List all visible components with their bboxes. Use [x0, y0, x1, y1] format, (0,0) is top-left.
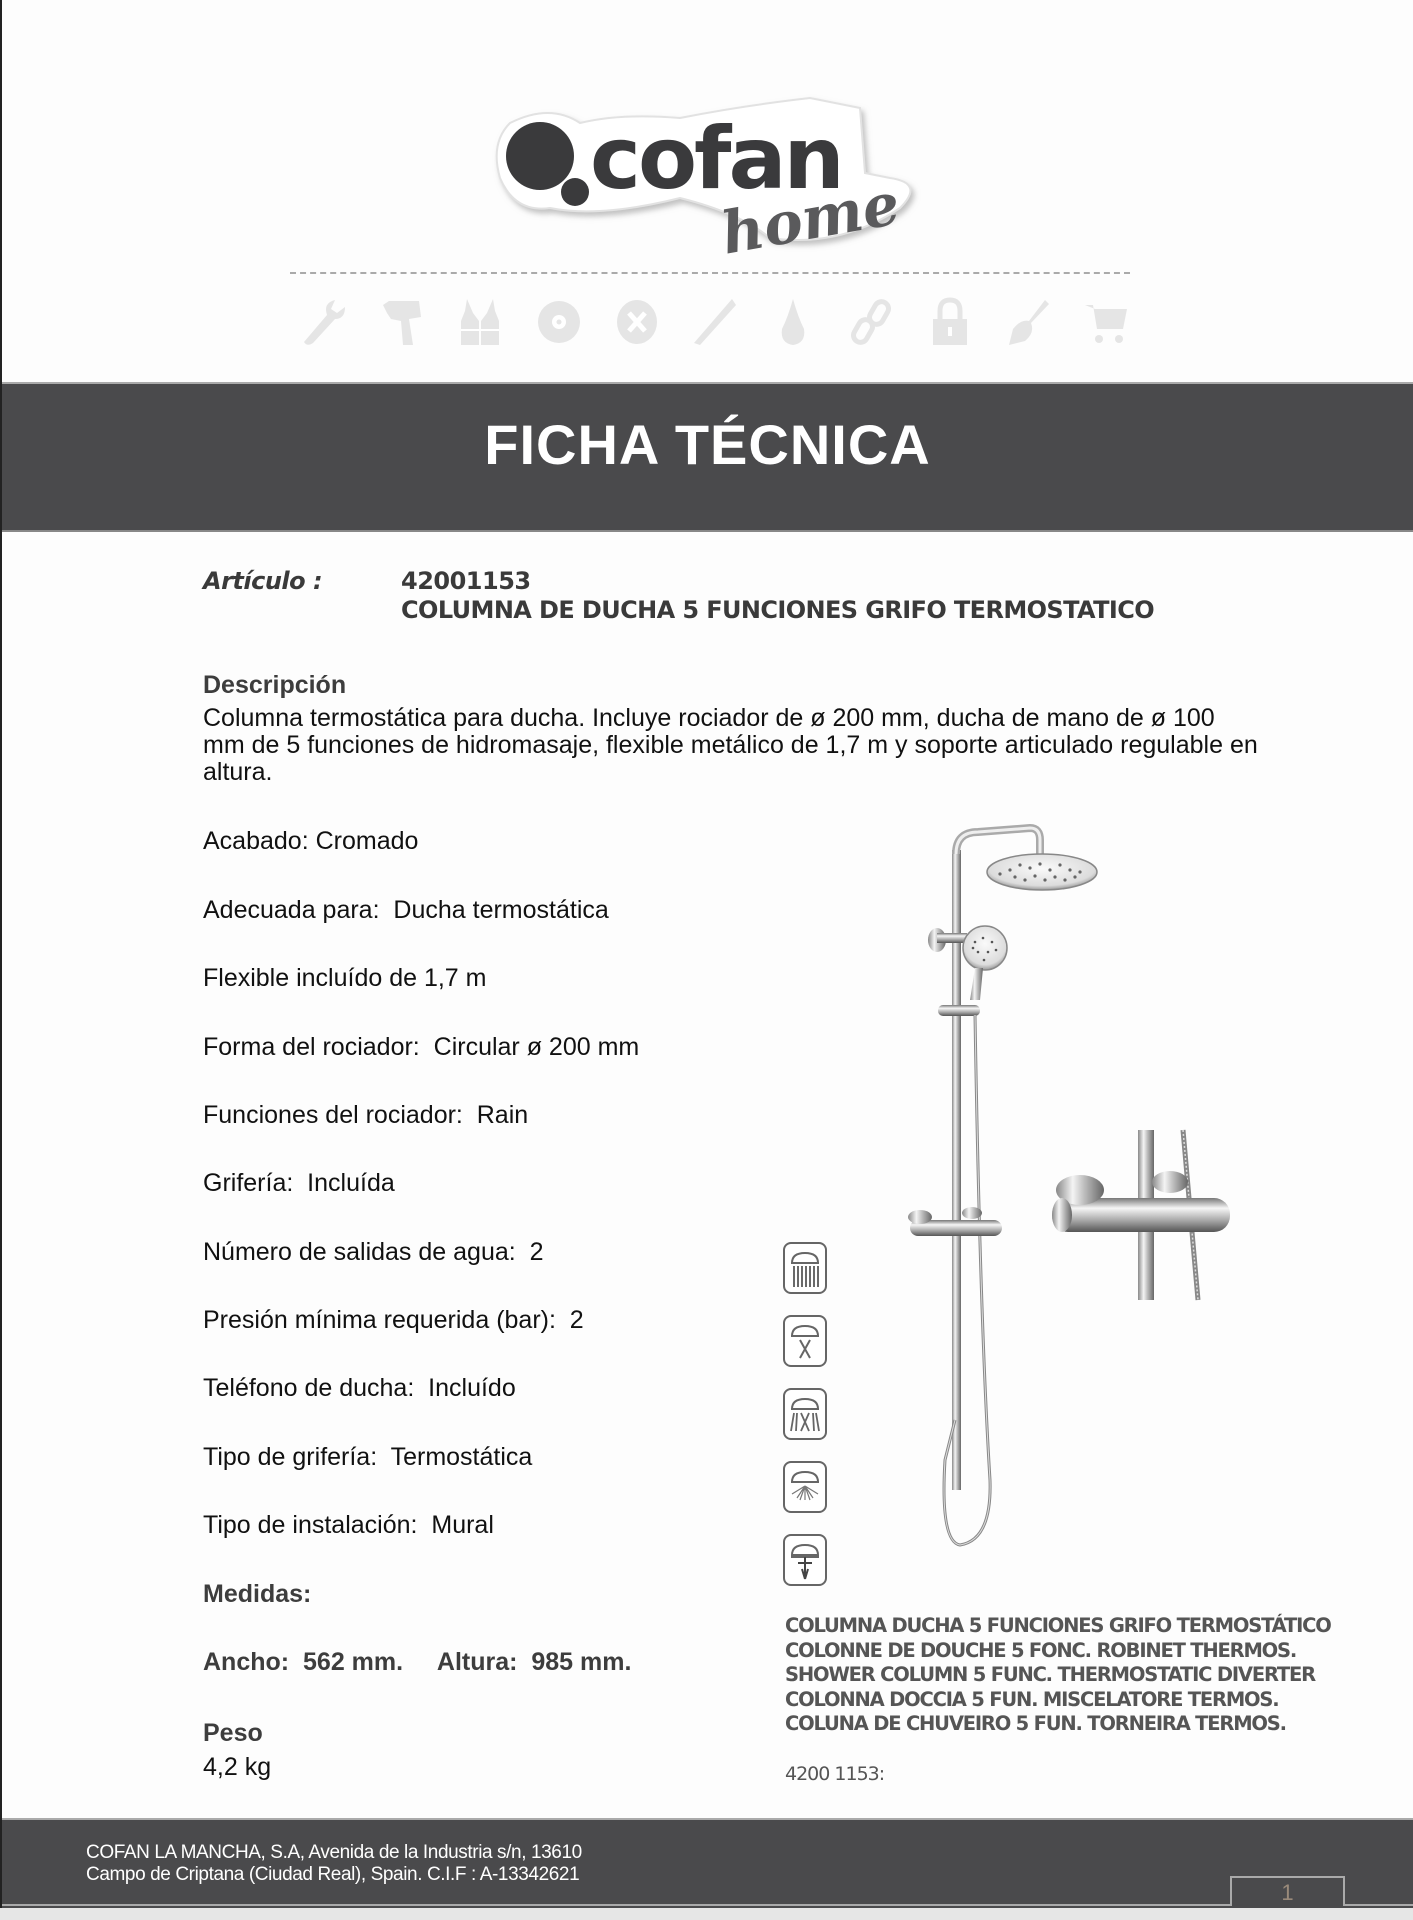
- page-number-tab: [1230, 1876, 1345, 1906]
- rain-spray-icon: [783, 1242, 827, 1294]
- hand-shower: [963, 926, 1007, 970]
- width-value: 562 mm.: [303, 1648, 404, 1676]
- description-title: Descripción: [203, 671, 347, 699]
- weight-title: Peso: [203, 1719, 263, 1747]
- spec-hose: Flexible incluído de 1,7 m: [203, 964, 487, 992]
- measures-title: Medidas:: [203, 1580, 312, 1608]
- trowel-icon: [1004, 296, 1052, 348]
- vest-icon: [456, 296, 504, 348]
- caption-it: COLONNA DOCCIA 5 FUN. MISCELATORE TERMOS.: [785, 1687, 1279, 1711]
- single-jet-icon: [783, 1534, 827, 1586]
- weight-value: 4,2 kg: [203, 1753, 272, 1781]
- mixed-spray-icon: [783, 1388, 827, 1440]
- padlock-icon: [926, 296, 974, 348]
- dimensions-row: [203, 1648, 631, 1677]
- mist-spray-icon: [783, 1461, 827, 1513]
- spec-tap: Grifería: Incluída: [203, 1169, 395, 1197]
- caption-fr: COLONNE DE DOUCHE 5 FONC. ROBINET THERMOS.: [785, 1638, 1297, 1662]
- spec-finish: Acabado: Cromado: [203, 827, 419, 855]
- product-image: [880, 820, 1280, 1570]
- spec-min-pressure: Presión mínima requerida (bar): 2: [203, 1306, 584, 1334]
- spec-head-shape: Forma del rociador: Circular ø 200 mm: [203, 1033, 640, 1061]
- screw-icon: [691, 296, 739, 348]
- caption-en: SHOWER COLUMN 5 FUNC. THERMOSTATIC DIVERTER: [785, 1663, 1315, 1686]
- footer-address-line1: COFAN LA MANCHA, S.A, Avenida de la Industria s/n, 13610: [86, 1842, 582, 1863]
- height-value: 985 mm.: [531, 1648, 632, 1676]
- caption-code: 4200 1153:: [785, 1763, 885, 1785]
- article-label: Artículo :: [203, 567, 323, 595]
- page-number: 1: [1281, 1880, 1294, 1905]
- logo-wordmark: cofan: [590, 109, 842, 209]
- massage-spray-icon: [783, 1315, 827, 1367]
- category-icon-row: [300, 292, 1130, 352]
- spec-head-functions: Funciones del rociador: Rain: [203, 1101, 529, 1129]
- title-banner: [2, 382, 1413, 532]
- logo-big-dot: [506, 122, 574, 190]
- caption-es: COLUMNA DUCHA 5 FUNCIONES GRIFO TERMOSTÁTICO: [785, 1614, 1331, 1637]
- cart-icon: [1082, 296, 1130, 348]
- shower-function-icons: [783, 1242, 829, 1607]
- description-text: Columna termostática para ducha. Incluye rociador de ø 200 mm, ducha de mano de ø 100 mm de 5 funciones de hidromasaje, flexible metálico de 1,7 m y soporte articulado regulable en altura.: [203, 704, 1258, 786]
- cofan-home-logo: [480, 88, 930, 258]
- page-bottom-strip: [0, 1908, 1413, 1920]
- height-label: Altura:: [436, 1648, 518, 1676]
- width-label: Ancho:: [203, 1648, 290, 1676]
- footer-address-line2: Campo de Criptana (Ciudad Real), Spain. C.I.F : A-13342621: [86, 1864, 580, 1885]
- logo-subname: home: [716, 169, 905, 258]
- spec-water-outlets: Número de salidas de agua: 2: [203, 1238, 544, 1266]
- page-footer: [2, 1818, 1413, 1908]
- wrench-icon: [300, 296, 348, 348]
- page-title: FICHA TÉCNICA: [484, 413, 931, 476]
- footer-divider: [2, 1904, 1231, 1906]
- spec-tap-type: Tipo de grifería: Termostática: [203, 1443, 533, 1471]
- spec-hand-shower: Teléfono de ducha: Incluído: [203, 1374, 516, 1402]
- spec-installation: Tipo de instalación: Mural: [203, 1511, 494, 1539]
- caption-pt: COLUNA DE CHUVEIRO 5 FUN. TORNEIRA TERMOS.: [785, 1712, 1286, 1735]
- drop-icon: [769, 296, 817, 348]
- chain-link-icon: [847, 296, 895, 348]
- spec-suitable-for: Adecuada para: Ducha termostática: [203, 896, 609, 924]
- shower-column-pipe: [952, 850, 961, 1490]
- page-left-border: [0, 0, 2, 1920]
- product-caption: [785, 1614, 1331, 1737]
- article-name: COLUMNA DE DUCHA 5 FUNCIONES GRIFO TERMOSTATICO: [401, 596, 1155, 624]
- logo-small-dot: [561, 178, 589, 206]
- drill-icon: [378, 296, 426, 348]
- screw-head-icon: [613, 296, 661, 348]
- header-dashed-divider: [290, 272, 1130, 274]
- footer-divider-right: [1344, 1904, 1413, 1906]
- article-code: 42001153: [401, 567, 531, 595]
- saw-blade-icon: [535, 296, 583, 348]
